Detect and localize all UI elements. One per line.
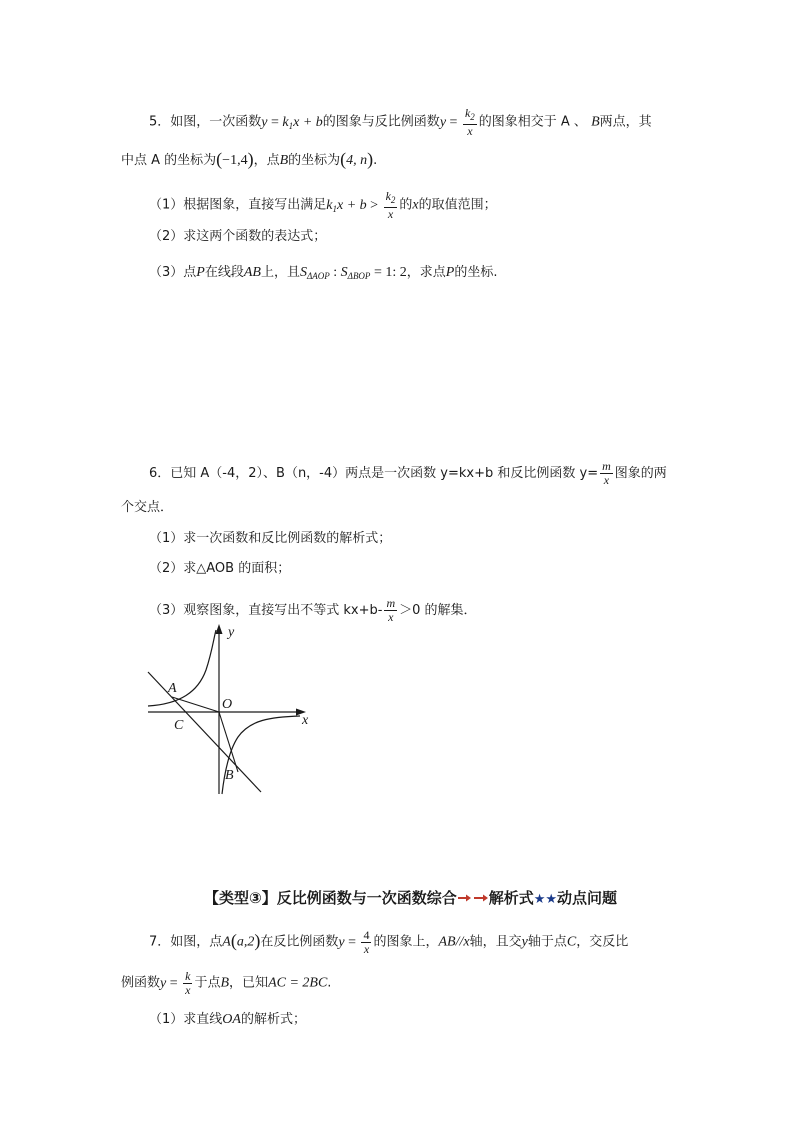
line-ab	[148, 672, 261, 792]
label-o: O	[222, 697, 233, 712]
section-heading: 【类型③】反比例函数与一次函数综合 解析式★★动点问题	[204, 889, 618, 907]
m-over-x-inequality: $\frac{m}{x}$	[386, 596, 396, 624]
hyperbola-branch-upper-left	[148, 630, 216, 706]
linear-function-formula: $y = k_1x + b$	[261, 114, 323, 131]
q5-part3: （3）点P在线段AB上，且$S_{\Delta AOP}$ : $S_{\Delta BOP} = 1$: 2，求点P的坐标.	[149, 265, 498, 281]
q7-line2: 例函数y = $\frac{k}{x}$ 于点B，已知AC = 2BC.	[121, 969, 332, 997]
double-star-icon: ★★	[533, 892, 558, 907]
label-b: B	[225, 768, 234, 783]
q6-line2: 个交点．	[121, 500, 174, 515]
q7-part1: （1）求直线OA的解析式；	[149, 1012, 306, 1027]
point-a-coord: a,2	[236, 934, 255, 950]
q6-line1: 6．已知 A（-4，2）、B（n，-4）两点是一次函数 y=kx+b 和反比例函数 y= $\frac{m}{x}$ 图象的两	[149, 459, 667, 487]
y-axis-arrow	[216, 624, 223, 634]
area-ratio: $S_{\Delta AOP}$ : $S_{\Delta BOP} = 1$: 2	[299, 265, 407, 281]
point-b-coordinate: 4, n	[346, 153, 368, 168]
ac-equation: AC = 2BC	[268, 975, 328, 991]
m-over-x: $\frac{m}{x}$	[602, 459, 611, 487]
function-4-over-x: y = $\frac{4}{x}$	[338, 928, 370, 956]
q6-part1: （1）求一次函数和反比例函数的解析式；	[149, 531, 392, 546]
function-k-over-x: y = $\frac{k}{x}$	[160, 969, 191, 997]
q6-figure	[140, 622, 320, 797]
inverse-function-formula: y = $\frac{k_2}{x}$	[439, 106, 475, 138]
hyperbola-branch-lower-right	[222, 716, 300, 794]
q5-line1: 5．如图，一次函数$y = k_1x + b$的图象与反比例函数y = $\frac{k_2}{x}$ 的图象相交于 A 、 B两点，其	[149, 106, 652, 138]
point-a-coordinate: −1,4	[222, 153, 248, 168]
q6-part2: （2）求△AOB 的面积；	[149, 561, 291, 576]
double-arrow-icon	[457, 892, 489, 904]
q5-line2: 中点 A 的坐标为(−1,4)，点B的坐标为(4, n).	[121, 149, 378, 169]
label-x: x	[302, 713, 309, 728]
q5-part2: （2）求这两个函数的表达式；	[149, 229, 327, 244]
q5-intro: 5．如图，一次函数	[149, 114, 262, 130]
q5-part1: （1）根据图象，直接写出满足$k_1x + b$ > $\frac{k_2}{x}$ 的x的取值范围；	[149, 189, 497, 221]
q6-part3: （3）观察图象，直接写出不等式 kx+b- $\frac{m}{x}$ ＞0 的解集．	[149, 596, 477, 624]
label-a: A	[168, 681, 177, 696]
label-y: y	[228, 625, 235, 640]
label-c: C	[174, 718, 184, 733]
q7-line1: 7．如图，点A(a,2)在反比例函数y = $\frac{4}{x}$ 的图象上，AB//x轴，且交y轴于点C，交反比	[149, 928, 629, 956]
inequality: $k_1x + b$ > $\frac{k_2}{x}$	[326, 189, 396, 221]
